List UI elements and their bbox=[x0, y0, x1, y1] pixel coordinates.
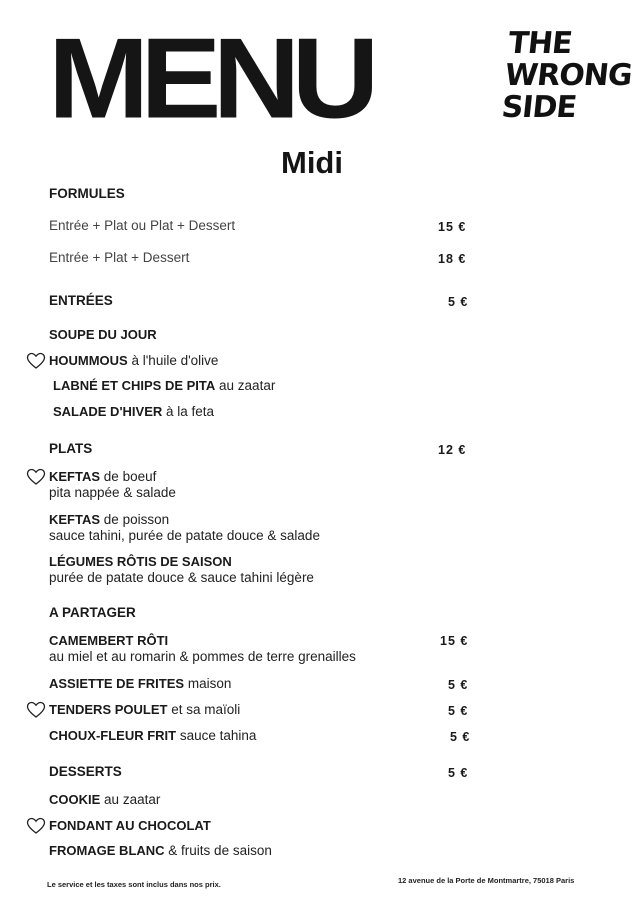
section-title-formules: FORMULES bbox=[49, 186, 125, 201]
menu-subtitle: Midi bbox=[281, 145, 343, 180]
item-desc: au zaatar bbox=[215, 378, 276, 393]
desserts-price: 5 € bbox=[448, 766, 469, 780]
item-name: CHOUX-FLEUR FRIT bbox=[49, 728, 177, 743]
item-name: SOUPE DU JOUR bbox=[49, 327, 157, 342]
item-name: LÉGUMES RÔTIS DE SAISON bbox=[49, 554, 232, 569]
logo-line-2: WRONG bbox=[503, 58, 634, 93]
item-desc: maison bbox=[184, 676, 232, 691]
menu-item-salade bbox=[53, 404, 214, 420]
menu-item-labne bbox=[53, 378, 275, 394]
item-name: KEFTAS bbox=[49, 512, 101, 527]
item-name: TENDERS POULET bbox=[49, 702, 168, 717]
item-desc: au zaatar bbox=[100, 792, 161, 807]
logo-line-1: THE bbox=[506, 26, 574, 61]
item-name: FONDANT AU CHOCOLAT bbox=[49, 818, 211, 833]
item-subtext: sauce tahini, purée de patate douce & salade bbox=[49, 528, 320, 543]
logo-line-3: SIDE bbox=[499, 90, 578, 125]
section-title-desserts: DESSERTS bbox=[49, 764, 122, 779]
menu-item-legumes bbox=[49, 554, 314, 586]
menu-item-frites bbox=[49, 676, 231, 692]
item-desc: à l'huile d'olive bbox=[127, 353, 219, 368]
formule-price: 15 € bbox=[438, 220, 467, 234]
camembert-price: 15 € bbox=[440, 634, 469, 648]
heart-icon bbox=[26, 352, 46, 370]
menu-item-soupe bbox=[49, 327, 157, 343]
item-name: CAMEMBERT RÔTI bbox=[49, 633, 169, 648]
item-desc: de boeuf bbox=[100, 469, 157, 484]
section-title-plats: PLATS bbox=[49, 441, 93, 456]
footer-note: Le service et les taxes sont inclus dans nos prix. bbox=[47, 880, 221, 889]
heart-icon bbox=[26, 468, 46, 486]
section-title-entrees: ENTRÉES bbox=[49, 293, 113, 308]
menu-item-keftas-boeuf bbox=[49, 469, 176, 501]
item-name: ASSIETTE DE FRITES bbox=[49, 676, 185, 691]
formule-item: Entrée + Plat + Dessert bbox=[49, 250, 190, 265]
item-desc: & fruits de saison bbox=[164, 843, 272, 858]
formule-item: Entrée + Plat ou Plat + Dessert bbox=[49, 218, 236, 233]
menu-item-cookie bbox=[49, 792, 160, 808]
menu-item-camembert bbox=[49, 633, 356, 665]
item-desc: à la feta bbox=[162, 404, 215, 419]
entrees-price: 5 € bbox=[448, 295, 469, 309]
menu-item-fromage-blanc bbox=[49, 843, 272, 859]
item-subtext: purée de patate douce & sauce tahini légère bbox=[49, 570, 314, 585]
choux-fleur-price: 5 € bbox=[450, 730, 471, 744]
item-name: KEFTAS bbox=[49, 469, 101, 484]
menu-item-tenders bbox=[49, 702, 240, 718]
menu-item-keftas-poisson bbox=[49, 512, 320, 544]
heart-icon bbox=[26, 817, 46, 835]
item-desc: de poisson bbox=[100, 512, 170, 527]
item-desc: et sa maïoli bbox=[167, 702, 241, 717]
item-subtext: pita nappée & salade bbox=[49, 485, 176, 500]
menu-title: MENU bbox=[48, 15, 371, 143]
menu-item-choux-fleur bbox=[49, 728, 256, 744]
menu-item-fondant bbox=[49, 818, 211, 834]
item-name: LABNÉ ET CHIPS DE PITA bbox=[53, 378, 216, 393]
formule-price: 18 € bbox=[438, 252, 467, 266]
tenders-price: 5 € bbox=[448, 704, 469, 718]
item-desc: sauce tahina bbox=[176, 728, 257, 743]
item-name: COOKIE bbox=[49, 792, 101, 807]
section-title-partager: A PARTAGER bbox=[49, 605, 136, 620]
item-subtext: au miel et au romarin & pommes de terre grenailles bbox=[49, 649, 356, 664]
plats-price: 12 € bbox=[438, 443, 467, 457]
menu-item-hoummous bbox=[49, 353, 218, 369]
item-name: SALADE D'HIVER bbox=[53, 404, 163, 419]
restaurant-logo bbox=[499, 26, 634, 125]
frites-price: 5 € bbox=[448, 678, 469, 692]
item-name: HOUMMOUS bbox=[49, 353, 128, 368]
footer-address: 12 avenue de la Porte de Montmartre, 75018 Paris bbox=[398, 876, 575, 885]
item-name: FROMAGE BLANC bbox=[49, 843, 165, 858]
heart-icon bbox=[26, 701, 46, 719]
